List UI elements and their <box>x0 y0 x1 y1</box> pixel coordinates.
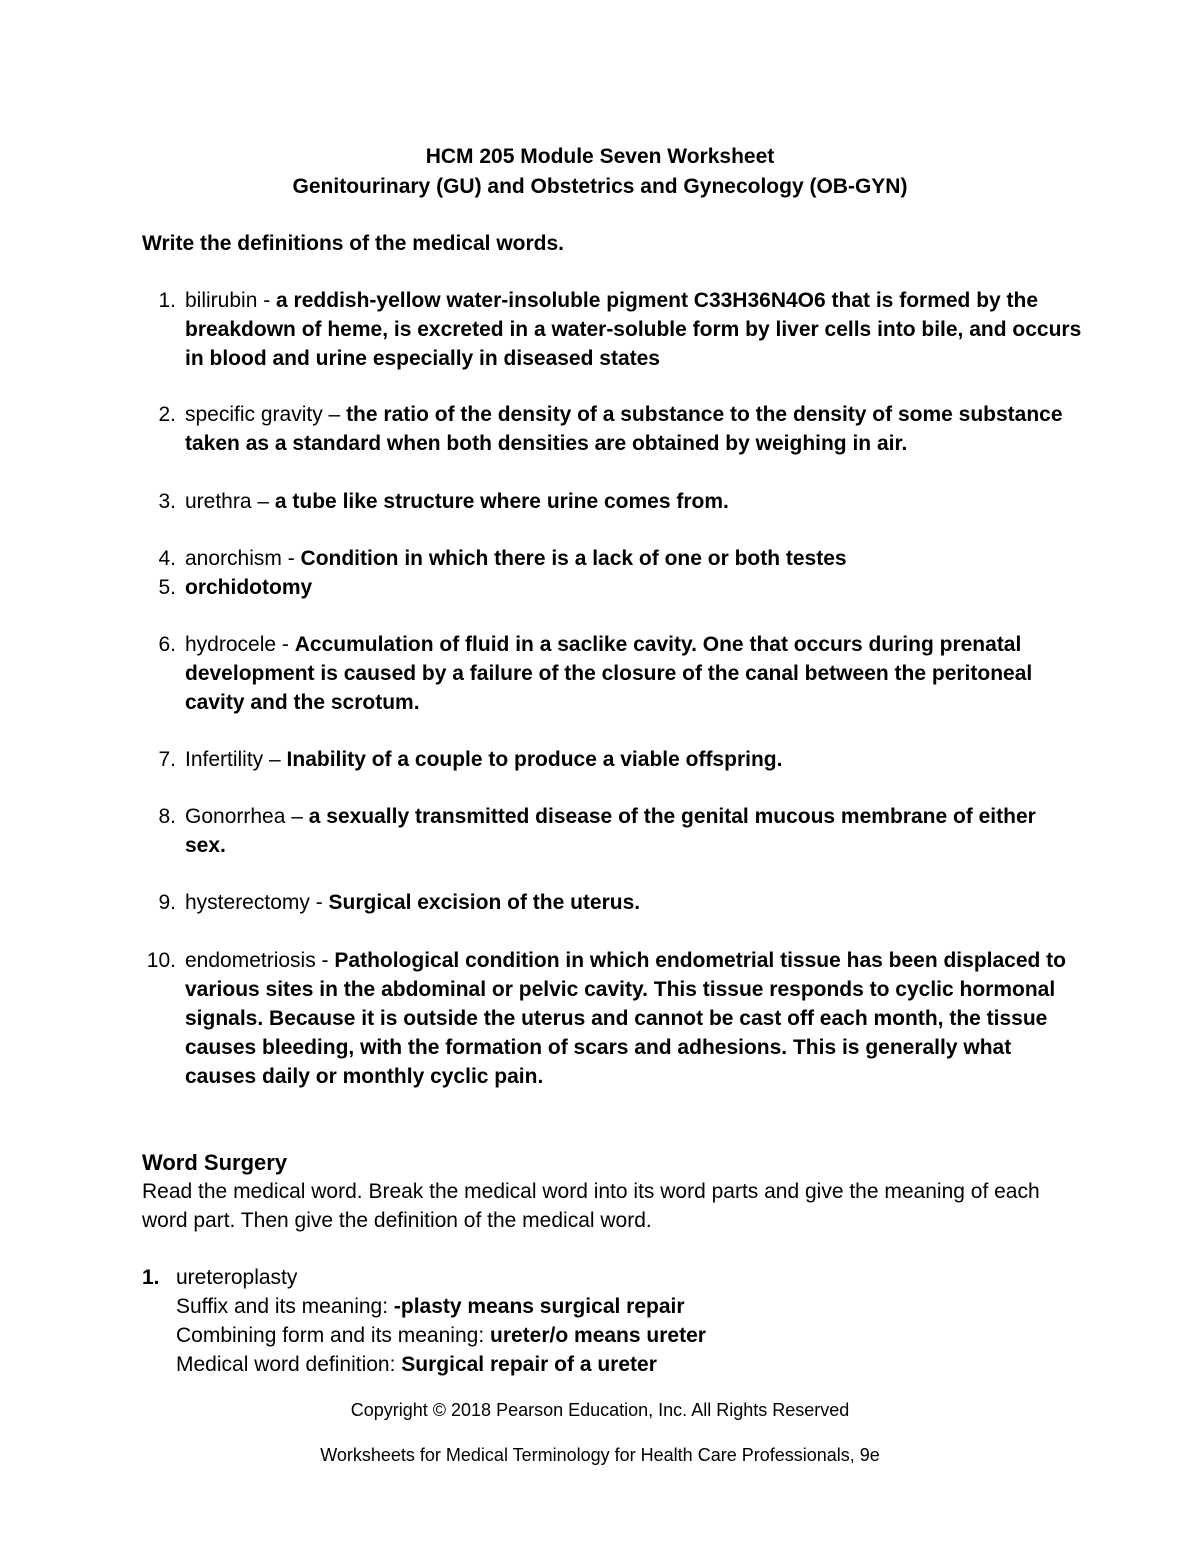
item-number: 7. <box>158 748 176 771</box>
item-term: Gonorrhea – <box>185 805 309 828</box>
definition-list-4 <box>142 544 1082 602</box>
item-definition: Accumulation of fluid in a saclike cavity. One that occurs during prenatal development is caused by a failure of the closure of the canal between the peritoneal cavity and the scrotum. <box>185 633 1033 714</box>
item-number: 9. <box>158 891 176 914</box>
definition-list-10 <box>142 946 1082 1091</box>
definition-line <box>176 1350 1082 1379</box>
definition-item-10 <box>142 946 1082 1091</box>
definition-list-3 <box>142 487 1082 516</box>
item-definition: the ratio of the density of a substance to the density of some substance taken as a standard when both densities are obtained by weighing in air. <box>185 403 1063 455</box>
footer-book-title: Worksheets for Medical Terminology for Health Care Professionals, 9e <box>320 1445 880 1465</box>
item-number: 2. <box>158 403 176 426</box>
definition-list <box>142 286 1082 373</box>
definition-item-3 <box>142 487 1082 516</box>
item-definition: a reddish-yellow water-insoluble pigment C33H36N4O6 that is formed by the breakdown of heme, is excreted in a water-soluble form by liver cells into bile, and occurs in blood and urine especially in diseased states <box>185 289 1082 370</box>
item-definition: Inability of a couple to produce a viable offspring. <box>286 748 783 771</box>
item-term: anorchism - <box>185 547 301 570</box>
item-number: 5. <box>158 576 176 599</box>
item-term: Infertility – <box>185 748 287 771</box>
word-surgery-item-1 <box>142 1263 1082 1379</box>
item-definition: Pathological condition in which endometrial tissue has been displaced to various sites in the abdominal or pelvic cavity. This tissue responds to cyclic hormonal signals. Because it is outside the uterus and cannot be cast off each month, the tissue causes bleeding, with the formation of scars and adhesions. This is generally what causes daily or monthly cyclic pain. <box>185 949 1067 1088</box>
definition-list-2 <box>142 400 1082 458</box>
item-term: specific gravity – <box>185 403 347 426</box>
item-term: endometriosis - <box>185 949 335 972</box>
item-definition: orchidotomy <box>185 576 313 599</box>
definition-list-9 <box>142 888 1082 917</box>
definition-item-8 <box>142 802 1082 860</box>
suffix-label: Suffix and its meaning: <box>176 1295 394 1318</box>
definition-item-6 <box>142 630 1082 717</box>
word-surgery-list <box>142 1263 1082 1379</box>
item-number: 10. <box>146 949 176 972</box>
item-definition: Condition in which there is a lack of one or both testes <box>300 547 847 570</box>
page-subtitle: Genitourinary (GU) and Obstetrics and Gynecology (OB-GYN) <box>292 175 908 198</box>
combining-form-line <box>176 1321 1082 1350</box>
item-number: 8. <box>158 805 176 828</box>
page-title: HCM 205 Module Seven Worksheet <box>425 145 775 168</box>
definition-item-5 <box>142 573 1082 602</box>
item-term: hydrocele - <box>185 633 295 656</box>
item-term: urethra – <box>185 490 275 513</box>
combining-answer: ureter/o means ureter <box>490 1324 706 1347</box>
item-number: 1. <box>158 289 176 312</box>
item-definition: a sexually transmitted disease of the genital mucous membrane of either sex. <box>185 805 1036 857</box>
definition-item-7 <box>142 745 1082 774</box>
footer-copyright: Copyright © 2018 Pearson Education, Inc. All Rights Reserved <box>350 1400 850 1420</box>
medical-word: ureteroplasty <box>176 1266 298 1289</box>
suffix-line <box>176 1292 1082 1321</box>
item-number: 4. <box>158 547 176 570</box>
definition-item-4 <box>142 544 1082 573</box>
combining-label: Combining form and its meaning: <box>176 1324 490 1347</box>
item-definition: Surgical excision of the uterus. <box>328 891 641 914</box>
definition-item-1 <box>142 286 1082 373</box>
definition-answer: Surgical repair of a ureter <box>401 1353 657 1376</box>
definition-item-9 <box>142 888 1082 917</box>
item-term: hysterectomy - <box>185 891 329 914</box>
definitions-instruction: Write the definitions of the medical words. <box>142 232 564 255</box>
item-definition: a tube like structure where urine comes from. <box>274 490 729 513</box>
word-surgery-heading: Word Surgery <box>142 1150 288 1175</box>
title-block <box>0 142 1200 202</box>
definition-item-2 <box>142 400 1082 458</box>
item-number: 6. <box>158 633 176 656</box>
definition-label: Medical word definition: <box>176 1353 402 1376</box>
item-number: 1. <box>142 1266 160 1289</box>
item-term: bilirubin - <box>185 289 277 312</box>
suffix-answer: -plasty means surgical repair <box>393 1295 685 1318</box>
definition-list-6 <box>142 630 1082 717</box>
definition-list-7 <box>142 745 1082 774</box>
item-number: 3. <box>158 490 176 513</box>
word-surgery-instruction: Read the medical word. Break the medical word into its word parts and give the meaning of each word part. Then give the definition of the medical word. <box>142 1180 1040 1232</box>
definition-list-8 <box>142 802 1082 860</box>
